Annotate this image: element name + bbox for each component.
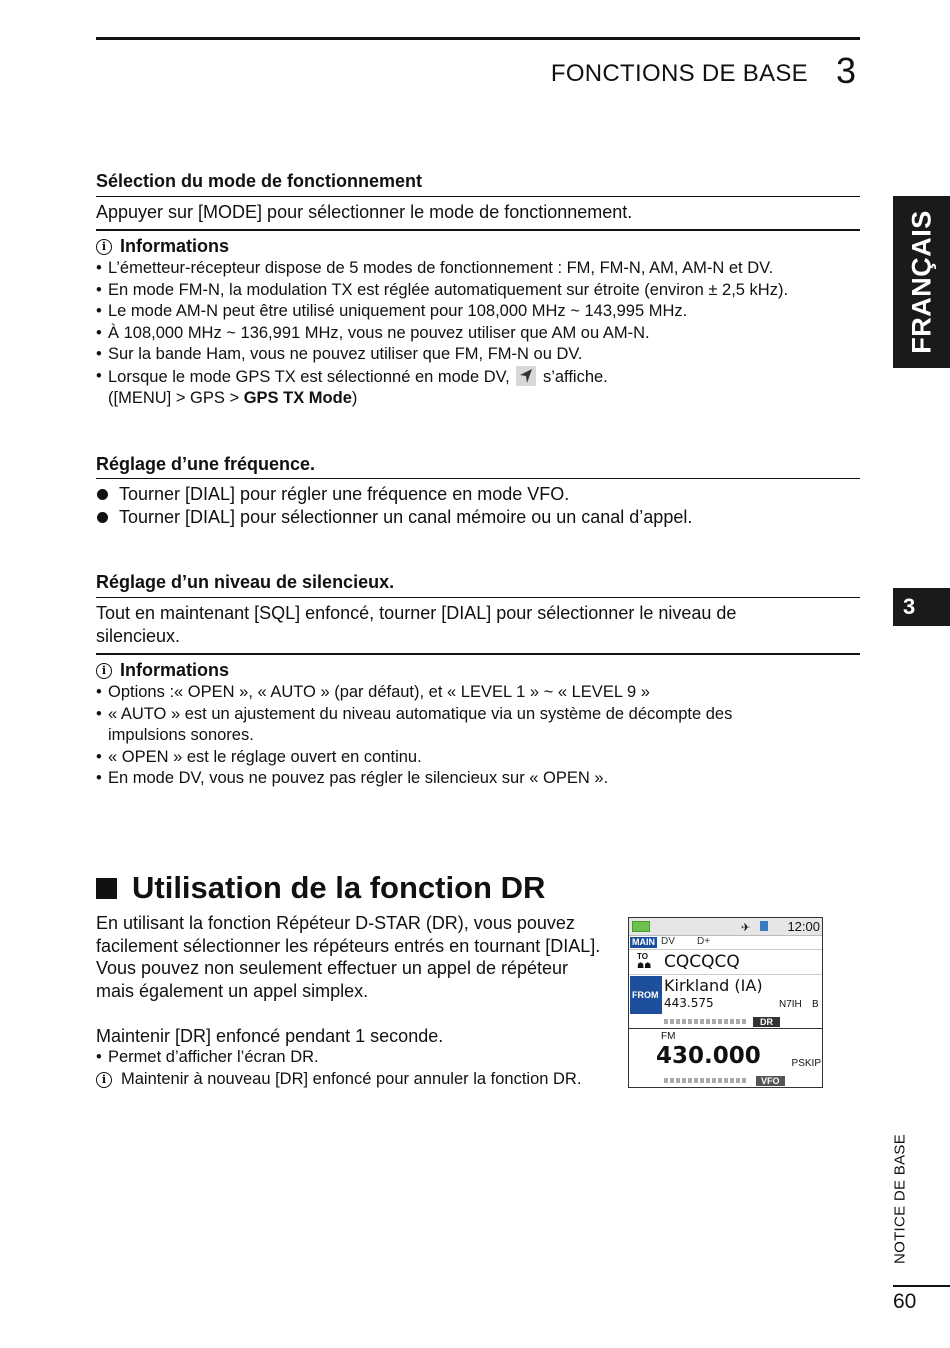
- list-item: Tourner [DIAL] pour régler une fréquence en mode VFO.: [96, 483, 856, 506]
- list-item: Tourner [DIAL] pour sélectionner un canal mémoire ou un canal d’appel.: [96, 506, 856, 529]
- dr-instruction: Maintenir [DR] enfoncé pendant 1 seconde.: [96, 1026, 444, 1046]
- dr-badge: DR: [753, 1017, 780, 1027]
- list-item: • Permet d’afficher l’écran DR.: [96, 1047, 601, 1069]
- dr-title-text: Utilisation de la fonction DR: [132, 870, 546, 905]
- chapter-number: 3: [836, 50, 857, 91]
- clock: 12:00: [787, 919, 820, 934]
- list-item: • L’émetteur-récepteur dispose de 5 modes de fonctionnement : FM, FM-N, AM, AM-N et DV.: [96, 258, 856, 280]
- language-tab-label: FRANÇAIS: [906, 210, 936, 354]
- chapter-tab: [893, 588, 950, 626]
- battery-icon: [632, 921, 650, 932]
- from-row: [629, 974, 822, 1015]
- list-item: • « OPEN » est le réglage ouvert en continu.: [96, 747, 856, 769]
- menu-path-suffix: ): [351, 389, 358, 407]
- to-row: [629, 949, 822, 975]
- to-icon: TO ☗☗: [637, 952, 652, 970]
- footer-label-text: NOTICE DE BASE: [891, 1133, 909, 1265]
- main-frequency: 430.000: [656, 1043, 761, 1069]
- repeater-name: Kirkland (IA): [664, 976, 763, 995]
- gps-bullet-after: s’affiche.: [542, 367, 608, 386]
- page-number: 60: [893, 1290, 917, 1313]
- mode-dv: DV: [661, 936, 675, 947]
- vfo-badge: VFO: [756, 1076, 785, 1086]
- info-icon: i: [96, 663, 112, 679]
- dr-paragraph: En utilisant la fonction Répéteur D-STAR (DR), vous pouvez facilement sélectionner les répéteurs entrés en tournant [DIAL]. Vous pouvez non seulement effectuer un appel de répéteur mais également un appel simplex.: [96, 913, 601, 1001]
- lower-band: [629, 1028, 822, 1088]
- repeater-callsign: N7IH: [779, 999, 802, 1010]
- squelch-info-title: [96, 660, 229, 681]
- list-item: • Options :« OPEN », « AUTO » (par défaut), et « LEVEL 1 » ~ « LEVEL 9 »: [96, 682, 856, 704]
- menu-path-prefix: ([MENU] > GPS >: [108, 389, 244, 407]
- repeater-frequency: 443.575: [664, 996, 714, 1010]
- sd-card-icon: [760, 921, 768, 931]
- from-badge: [630, 976, 662, 1014]
- top-rule: [96, 37, 860, 40]
- list-item: • En mode DV, vous ne pouvez pas régler le silencieux sur « OPEN ».: [96, 768, 856, 790]
- menu-path: [96, 388, 856, 410]
- list-item: • Sur la bande Ham, vous ne pouvez utiliser que FM, FM-N ou DV.: [96, 344, 856, 366]
- gps-arrow-icon: [516, 366, 536, 386]
- mode-dplus: D+: [697, 936, 711, 947]
- chapter-tab-label: 3: [903, 594, 916, 619]
- list-item: • Le mode AM-N peut être utilisé uniquement pour 108,000 MHz ~ 143,995 MHz.: [96, 301, 856, 323]
- footer-label: [880, 1130, 920, 1268]
- satellite-icon: ✈: [741, 922, 751, 934]
- info-icon: i: [96, 1072, 112, 1088]
- squelch-heading-rule: [96, 597, 860, 598]
- squelch-info-label: Informations: [120, 660, 230, 680]
- language-tab: [893, 196, 950, 368]
- freq-list: [96, 483, 856, 529]
- mode-section-heading: Sélection du mode de fonctionnement: [96, 171, 423, 191]
- main-badge: MAIN: [632, 937, 655, 947]
- chapter-title: FONCTIONS DE BASE: [550, 60, 808, 87]
- squelch-section-heading: Réglage d’un niveau de silencieux.: [96, 572, 395, 592]
- dr-note: [96, 1069, 581, 1090]
- list-item: • « AUTO » est un ajustement du niveau automatique via un système de décompte des: [96, 704, 856, 726]
- sub-mode: FM: [661, 1031, 676, 1042]
- list-item-continuation: impulsions sonores.: [108, 726, 254, 744]
- mode-instruction: Appuyer sur [MODE] pour sélectionner le mode de fonctionnement.: [96, 202, 633, 222]
- black-square-icon: [96, 878, 117, 899]
- gps-bullet-before: Lorsque le mode GPS TX est sélectionné en mode DV,: [108, 367, 510, 386]
- info-icon: i: [96, 239, 112, 255]
- freq-heading-rule: [96, 478, 860, 479]
- pskip-label: PSKIP: [791, 1058, 821, 1069]
- repeater-module: B: [812, 999, 819, 1010]
- mode-text-rule: [96, 229, 860, 231]
- signal-meter-upper: [664, 1019, 748, 1024]
- to-label: TO: [637, 952, 648, 961]
- status-bar: [629, 918, 822, 936]
- squelch-text-rule: [96, 653, 860, 655]
- mode-info-label: Informations: [120, 236, 230, 256]
- list-item: • À 108,000 MHz ~ 136,991 MHz, vous ne pouvez utiliser que AM ou AM-N.: [96, 323, 856, 345]
- radio-display: [628, 917, 823, 1088]
- mode-info-title: [96, 236, 229, 257]
- dr-section-title: [96, 870, 545, 906]
- freq-section-heading: Réglage d’une fréquence.: [96, 454, 316, 474]
- mode-info-list: [96, 258, 856, 410]
- menu-path-bold: GPS TX Mode: [243, 389, 352, 407]
- to-callsign: CQCQCQ: [664, 952, 740, 972]
- signal-meter-lower: [664, 1078, 748, 1083]
- from-label: FROM: [632, 990, 659, 1000]
- dr-bullet-list: [96, 1047, 601, 1069]
- dr-note-text: Maintenir à nouveau [DR] enfoncé pour annuler la fonction DR.: [121, 1070, 582, 1088]
- mode-heading-rule: [96, 196, 860, 197]
- squelch-instruction: Tout en maintenant [SQL] enfoncé, tourner [DIAL] pour sélectionner le niveau de silencieux.: [96, 603, 737, 646]
- page-rule: [893, 1285, 950, 1287]
- list-item: [96, 366, 856, 389]
- list-item: • En mode FM-N, la modulation TX est réglée automatiquement sur étroite (environ ± 2,5 kHz).: [96, 280, 856, 302]
- squelch-info-list: [96, 682, 856, 790]
